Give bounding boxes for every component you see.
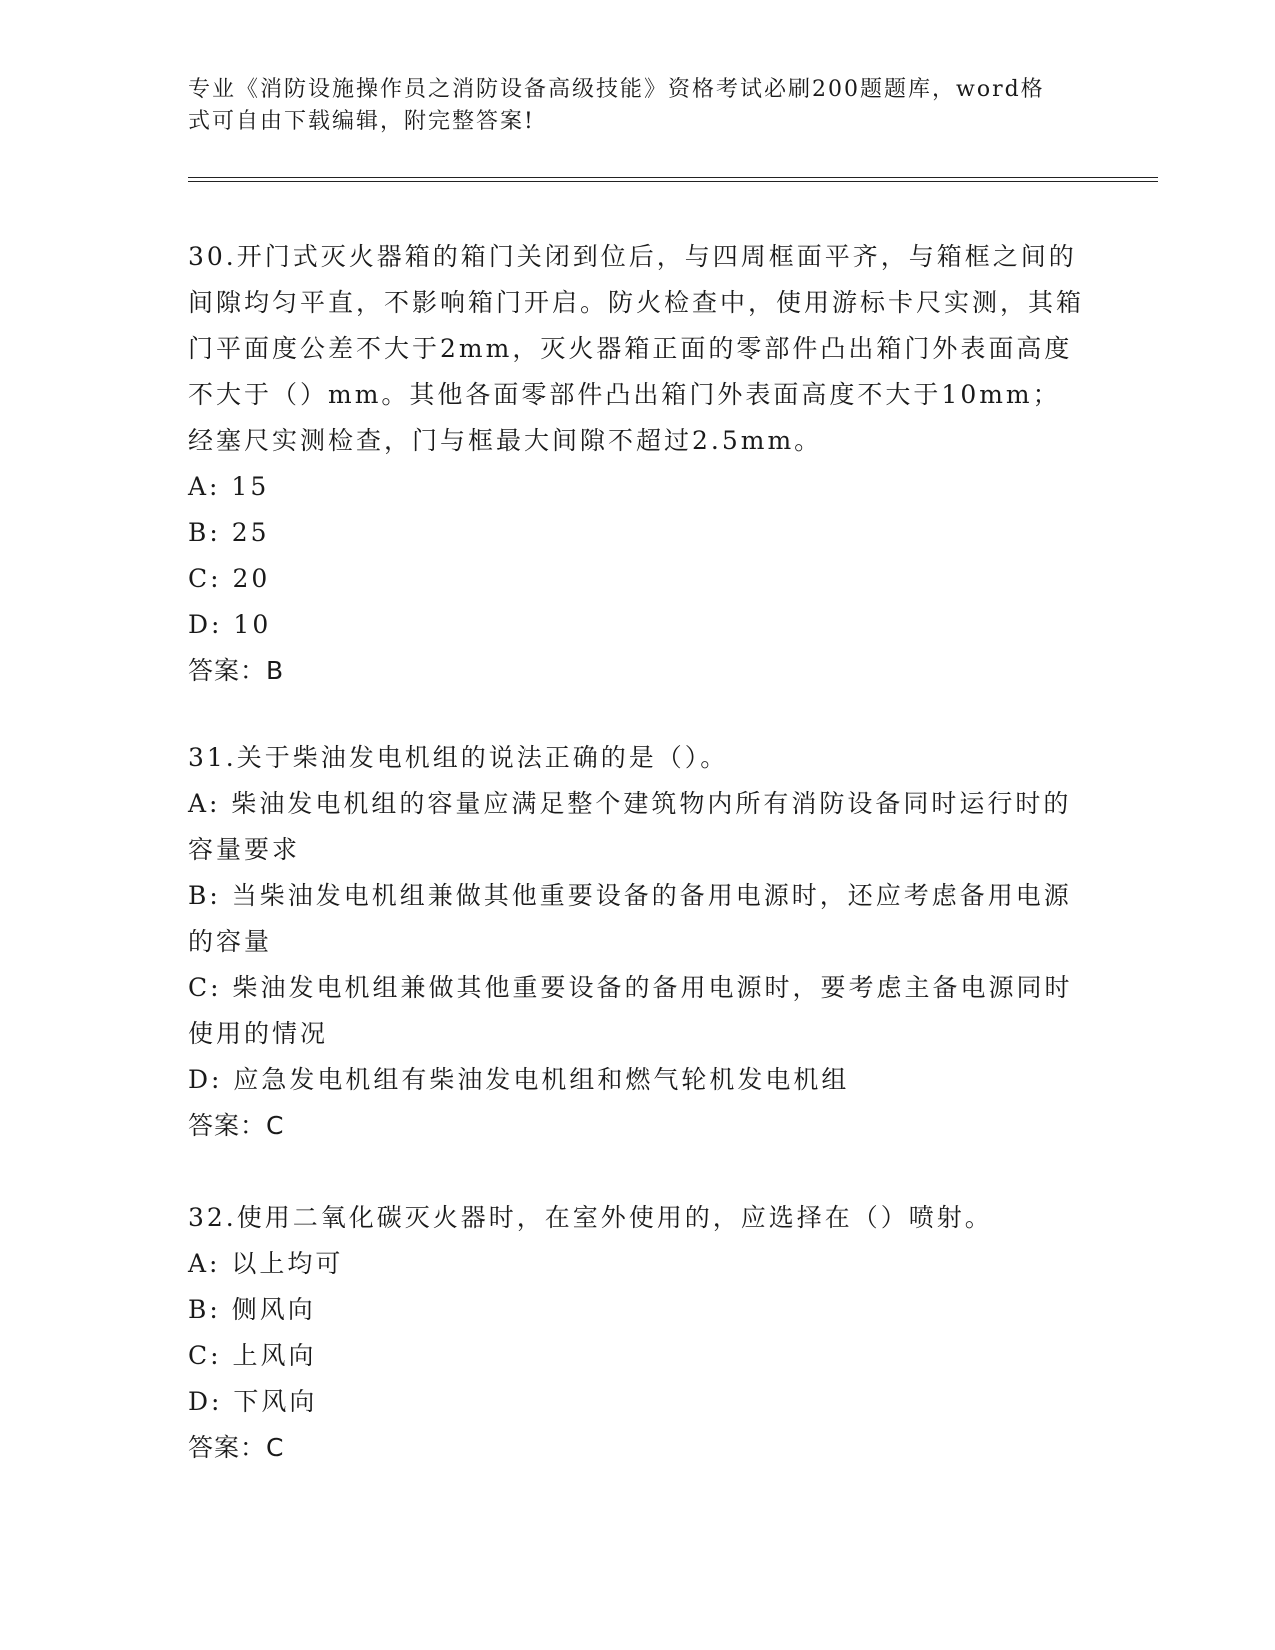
option-a: A: 柴油发电机组的容量应满足整个建筑物内所有消防设备同时运行时的容量要求 [188, 789, 1072, 864]
question-text: 31.关于柴油发电机组的说法正确的是（）。 [188, 743, 729, 772]
question-32 [188, 1195, 1088, 1471]
option-d: D: 应急发电机组有柴油发电机组和燃气轮机发电机组 [188, 1065, 850, 1094]
answer: 答案：C [188, 1111, 285, 1140]
question-text: 32.使用二氧化碳灭火器时，在室外使用的，应选择在（）喷射。 [188, 1203, 993, 1232]
option-c: C: 柴油发电机组兼做其他重要设备的备用电源时，要考虑主备电源同时使用的情况 [188, 973, 1073, 1048]
document-header: 专业《消防设施操作员之消防设备高级技能》资格考试必刷200题题库，word格式可自由下载编辑，附完整答案! [188, 77, 1045, 134]
option-b: B: 当柴油发电机组兼做其他重要设备的备用电源时，还应考虑备用电源的容量 [188, 881, 1072, 956]
option-a: A: 15 [188, 472, 270, 501]
option-d: D: 10 [188, 610, 272, 639]
option-c: C: 上风向 [188, 1341, 317, 1370]
header-divider [188, 177, 1158, 182]
option-d: D: 下风向 [188, 1387, 318, 1416]
option-b: B: 侧风向 [188, 1295, 316, 1324]
option-a: A: 以上均可 [188, 1249, 344, 1278]
question-30 [188, 234, 1088, 694]
question-text: 30.开门式灭火器箱的箱门关闭到位后，与四周框面平齐，与箱框之间的间隙均匀平直，不影响箱门开启。防火检查中，使用游标卡尺实测，其箱门平面度公差不大于2mm，灭火器箱正面的零部件凸出箱门外表面高度不大于（）mm。其他各面零部件凸出箱门外表面高度不大于10mm；经塞尺实测检查，门与框最大间隙不超过2.5mm。 [188, 242, 1085, 455]
answer: 答案：C [188, 1433, 285, 1462]
option-c: C: 20 [188, 564, 271, 593]
answer: 答案：B [188, 656, 285, 685]
option-b: B: 25 [188, 518, 270, 547]
question-31 [188, 735, 1088, 1149]
